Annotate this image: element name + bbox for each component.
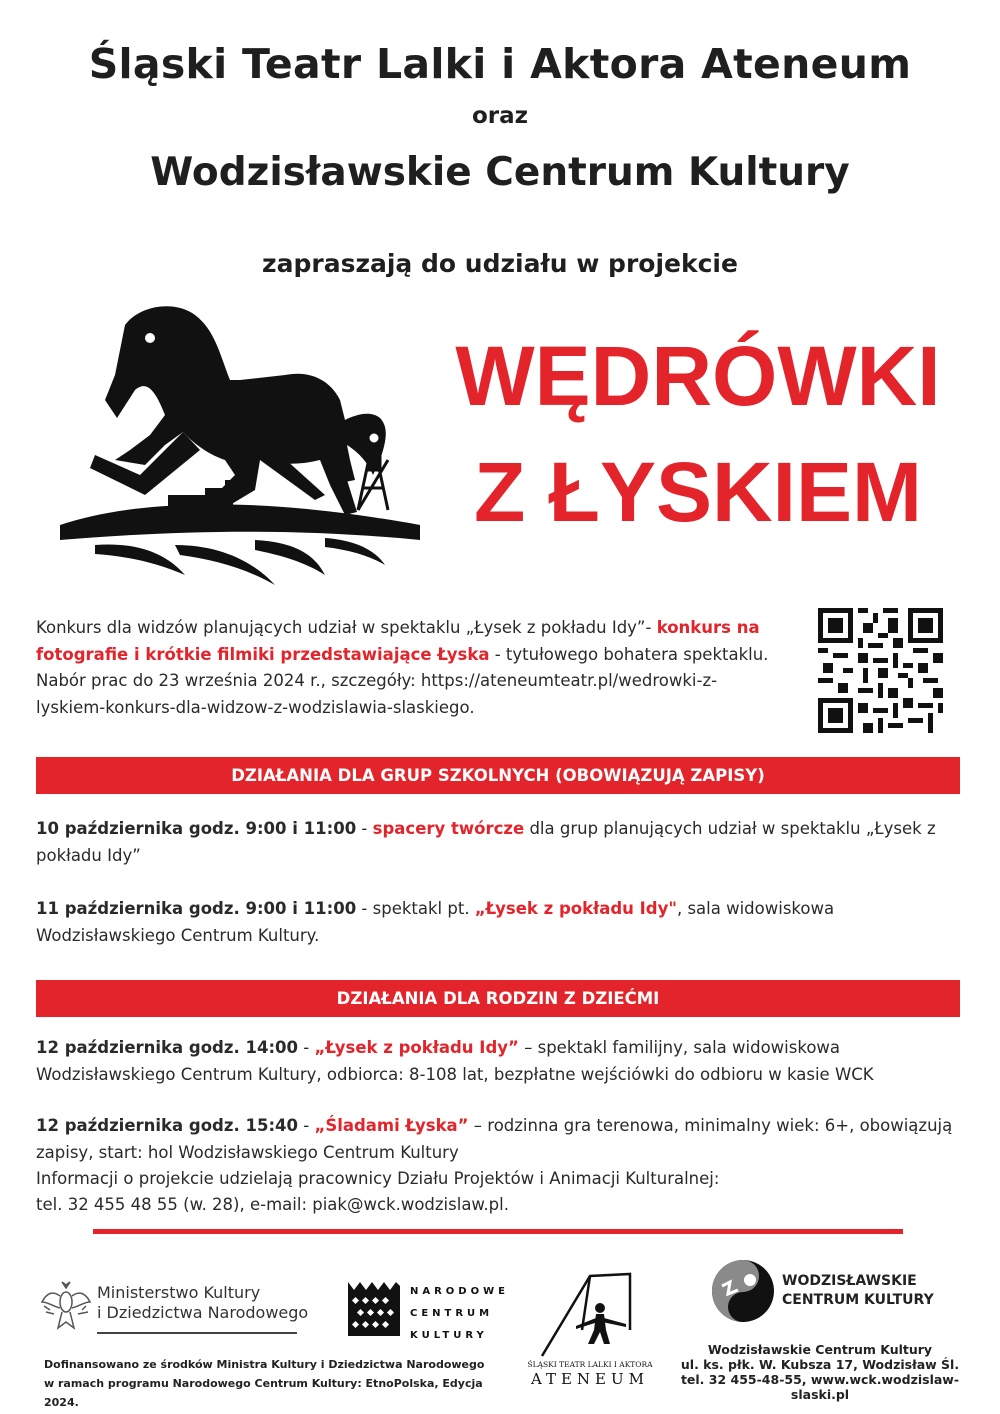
contest-text-part2: - tytułowego bohatera spektaklu. Nabór prac do 23 września 2024 r., szczegóły: https://ateneumteatr.pl/wedrowki-z-lyskiem-konkurs-dla-widzow-z-wodzislawia-slaskiego. [36,644,769,717]
horse-icon [90,306,386,515]
nck-name-line1: NARODOWE [410,1286,509,1297]
horse-eye-icon [145,333,155,343]
event-highlight: „Łysek z pokładu Idy" [474,899,677,918]
event-highlight: „Łysek z pokładu Idy” [314,1038,519,1057]
puppet-figure-icon [576,1303,626,1344]
wck-logo-icon [710,1258,776,1324]
organizer-title: Śląski Teatr Lalki i Aktora Ateneum [88,40,912,88]
invitation-text: zapraszają do udziału w projekcie [262,249,738,278]
ministry-name [97,1283,308,1323]
event-description: dla grup planujących udział w spektaklu „Łysek z pokładu Idy” [36,819,936,865]
event-separator: - [298,1038,315,1057]
contest-description [36,615,786,721]
wck-logo-text [782,1272,934,1310]
event-description: – spektakl familijny, sala widowiskowa Wodzisławskiego Centrum Kultury, odbiorca: 8-108 lat, bezpłatne wejściówki do odbioru w kasie WCK [36,1038,874,1084]
ateneum-logo-icon [530,1270,640,1360]
funding-note-line2: w ramach programu Narodowego Centrum Kultury: EtnoPolska, Edycja 2024. [44,1377,483,1409]
nck-logo-icon [348,1282,400,1336]
ministry-underline [97,1332,297,1334]
event-description: – rodzinna gra terenowa, minimalny wiek: 6+, obowiązują zapisy, start: hol Wodzisławskiego Centrum Kultury [36,1116,953,1162]
event-separator: - [298,1116,315,1135]
wck-address: ul. ks. płk. W. Kubsza 17, Wodzisław Śl. [680,1357,960,1372]
project-title-line1: WĘDRÓWKI [455,329,941,423]
ground-icon [60,504,420,585]
project-title-line2: Z ŁYSKIEM [473,445,922,539]
nck-name-line3: KULTURY [410,1330,488,1341]
event-item [36,1035,966,1088]
horse-illustration [55,300,430,590]
event-item [36,1113,966,1166]
contact-info-line1: Informacji o projekcie udzielają pracownicy Działu Projektów i Animacji Kulturalnej: [36,1169,720,1188]
event-date: 11 października godz. 9:00 i 11:00 [36,899,357,918]
funding-note [44,1355,514,1412]
nck-name-line2: CENTRUM [410,1308,494,1319]
conjunction-text: oraz [471,103,529,129]
ateneum-name-line2: ATENEUM [530,1370,650,1388]
contest-highlight: konkurs na fotografie i krótkie filmiki przedstawiające Łyska [36,618,760,664]
wck-logo-text-line2: CENTRUM KULTURY [782,1292,934,1308]
wck-contact[interactable]: tel. 32 455-48-55, www.wck.wodzislaw-slaski.pl [680,1372,960,1402]
event-separator: - [356,819,373,838]
contact-info-line2: tel. 32 455 48 55 (w. 28), e-mail: piak@wck.wodzislaw.pl. [36,1195,509,1214]
ministry-name-line2: i Dziedzictwa Narodowego [97,1303,309,1322]
wck-name: Wodzisławskie Centrum Kultury [707,1342,933,1357]
co-organizer-title: Wodzisławskie Centrum Kultury [150,150,850,195]
section-heading-families: DZIAŁANIA DLA RODZIN Z DZIEĆMI [36,980,960,1017]
event-item [36,816,956,869]
ateneum-name-line1: ŚLĄSKI TEATR LALKI I AKTORA [527,1360,653,1369]
nck-name [410,1281,509,1347]
event-description: , sala widowiskowa Wodzisławskiego Centrum Kultury. [36,899,835,945]
ministry-name-line1: Ministerstwo Kultury [97,1283,261,1302]
event-separator: - spektakl pt. [356,899,475,918]
section-heading-schools: DZIAŁANIA DLA GRUP SZKOLNYCH (OBOWIĄZUJĄ ZAPISY) [36,757,960,794]
event-date: 12 października godz. 15:40 [36,1116,299,1135]
polish-eagle-icon [40,1280,92,1336]
funding-note-line1: Dofinansowano ze środków Ministra Kultury i Dziedzictwa Narodowego [44,1358,485,1371]
event-date: 10 października godz. 9:00 i 11:00 [36,819,357,838]
qr-code-icon[interactable] [818,608,943,733]
event-item [36,896,846,949]
contest-text-part1: Konkurs dla widzów planujących udział w spektaklu „Łysek z pokładu Idy”- [36,618,657,637]
footer-divider [93,1229,903,1234]
event-date: 12 października godz. 14:00 [36,1038,299,1057]
event-highlight: spacery twórcze [372,819,525,838]
wck-address-block [660,1342,980,1402]
wck-logo-text-line1: WODZISŁAWSKIE [782,1273,917,1289]
event-highlight: „Śladami Łyska” [314,1116,469,1135]
